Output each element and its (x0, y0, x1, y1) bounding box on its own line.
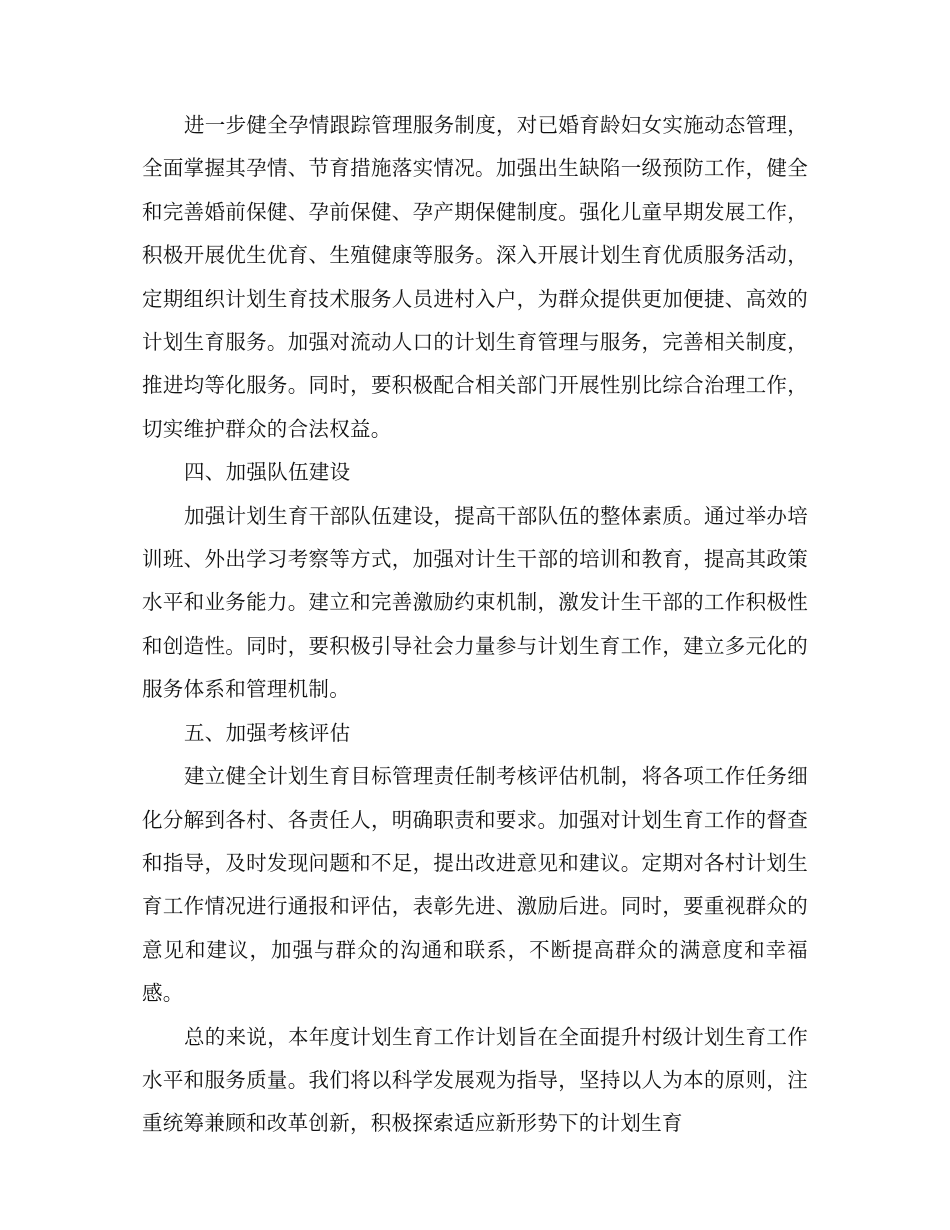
document-page (142, 104, 808, 1146)
paragraph-assessment: 建立健全计划生育目标管理责任制考核评估机制，将各项工作任务细化分解到各村、各责任人，明确职责和要求。加强对计划生育工作的督查和指导，及时发现问题和不足，提出改进意见和建议。定期对各村计划生育工作情况进行通报和评估，表彰先进、激励后进。同时，要重视群众的意见和建议，加强与群众的沟通和联系，不断提高群众的满意度和幸福感。 (142, 764, 808, 1006)
paragraph-team-building: 加强计划生育干部队伍建设，提高干部队伍的整体素质。通过举办培训班、外出学习考察等方式，加强对计生干部的培训和教育，提高其政策水平和业务能力。建立和完善激励约束机制，激发计生干部的工作积极性和创造性。同时，要积极引导社会力量参与计划生育工作，建立多元化的服务体系和管理机制。 (142, 503, 808, 702)
paragraph-pregnancy-tracking: 进一步健全孕情跟踪管理服务制度，对已婚育龄妇女实施动态管理，全面掌握其孕情、节育措施落实情况。加强出生缺陷一级预防工作，健全和完善婚前保健、孕前保健、孕产期保健制度。强化儿童早期发展工作，积极开展优生优育、生殖健康等服务。深入开展计划生育优质服务活动，定期组织计划生育技术服务人员进村入户，为群众提供更加便捷、高效的计划生育服务。加强对流动人口的计划生育管理与服务，完善相关制度，推进均等化服务。同时，要积极配合相关部门开展性别比综合治理工作，切实维护群众的合法权益。 (142, 113, 808, 441)
section-heading-assessment: 五、加强考核评估 (184, 720, 351, 745)
section-heading-team-building: 四、加强队伍建设 (184, 460, 351, 485)
paragraph-summary: 总的来说，本年度计划生育工作计划旨在全面提升村级计划生育工作水平和服务质量。我们将以科学发展观为指导，坚持以人为本的原则，注重统筹兼顾和改革创新，积极探索适应新形势下的计划生育 (142, 1024, 808, 1136)
